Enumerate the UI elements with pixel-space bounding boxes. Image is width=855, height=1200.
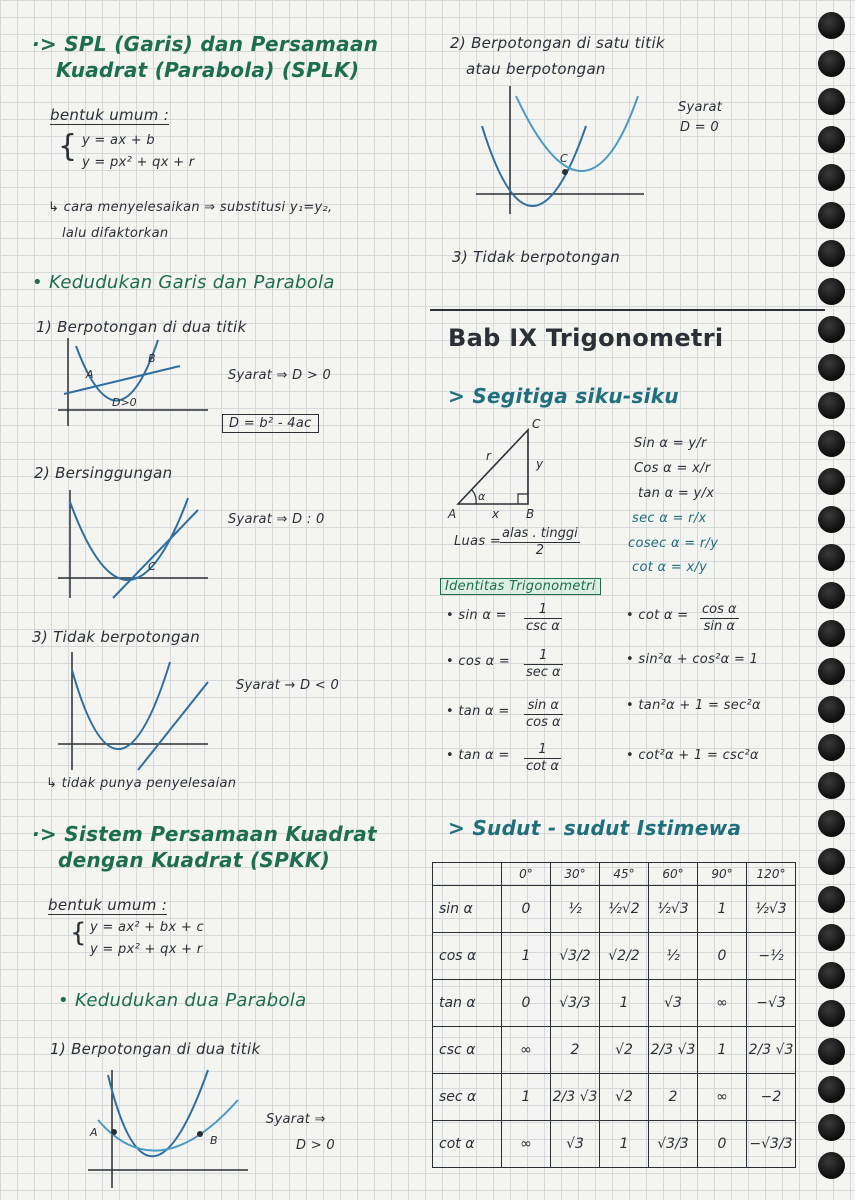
ratio-cos: Cos α = x/r: [634, 461, 711, 476]
spkk-title-line2: dengan Kuadrat (SPKK): [58, 848, 331, 872]
graph-line: [138, 682, 208, 770]
binding-hole: [818, 848, 845, 875]
numerator: cos α: [702, 602, 737, 617]
table-cell: −√3: [747, 980, 796, 1027]
binding-hole: [818, 1152, 845, 1179]
case1-condition: Syarat ⇒ D > 0: [228, 368, 332, 383]
vertex-a: A: [448, 507, 457, 521]
case3-title: 3) Tidak berpotongan: [32, 628, 201, 646]
ratio-sin: Sin α = y/r: [634, 436, 707, 451]
denominator: sin α: [703, 619, 735, 634]
table-row: [433, 980, 796, 1027]
graph-line: [64, 366, 180, 394]
ratio-cot: cot α = x/y: [632, 560, 708, 575]
side-x: x: [492, 507, 500, 521]
binding-hole: [818, 1000, 845, 1027]
graph-no-intersection: [58, 652, 218, 772]
table-row: [433, 1074, 796, 1121]
luas-denominator: 2: [535, 543, 545, 558]
special-angles-table: [432, 862, 796, 1168]
side-y: y: [536, 457, 544, 471]
table-cell: 2/3 √3: [551, 1074, 600, 1121]
binding-hole: [818, 240, 845, 267]
binding-hole: [818, 278, 845, 305]
table-cell: 1: [600, 1121, 649, 1168]
table-header-row: [433, 863, 796, 886]
binding-hole: [818, 50, 845, 77]
table-header-cell: 0°: [502, 863, 551, 886]
intersection-b: [197, 1131, 203, 1137]
cara-line1: ↳ cara menyelesaikan ⇒ substitusi y₁=y₂,: [48, 200, 333, 215]
graph-two-parabolas: [88, 1070, 258, 1190]
case3-condition: Syarat → D < 0: [236, 678, 340, 693]
table-cell: √2: [600, 1027, 649, 1074]
graph-tangent: [58, 490, 218, 600]
table-cell: 1: [600, 980, 649, 1027]
bentuk-umum-label: bentuk umum :: [50, 106, 170, 124]
table-row: [433, 1027, 796, 1074]
identity-tan-lhs: • tan α =: [446, 704, 510, 719]
identity-tan2-lhs: • tan α =: [446, 748, 510, 763]
table-cell: 2/3 √3: [747, 1027, 796, 1074]
label-a: A: [86, 368, 94, 381]
table-cell: ∞: [502, 1121, 551, 1168]
table-cell: √3/2: [551, 933, 600, 980]
table-row-label: sin α: [433, 886, 502, 933]
binding-hole: [818, 772, 845, 799]
table-cell: ∞: [502, 1027, 551, 1074]
table-row-label: tan α: [433, 980, 502, 1027]
right-triangle: [446, 416, 586, 526]
table-cell: 0: [698, 1121, 747, 1168]
case5-title-line1: 2) Berpotongan di satu titik: [450, 34, 665, 52]
bentuk-umum-label-2: bentuk umum :: [48, 896, 168, 914]
binding-hole: [818, 468, 845, 495]
binding-hole: [818, 544, 845, 571]
table-header-cell: [433, 863, 502, 886]
case5-title-line2: atau berpotongan: [466, 60, 606, 78]
identity-cot-lhs: • cot α =: [626, 608, 689, 623]
equation-parabola: y = px² + qx + r: [82, 155, 195, 170]
segitiga-title: > Segitiga siku-siku: [448, 384, 679, 408]
spkk-title-line1: ·> Sistem Persamaan Kuadrat: [32, 822, 377, 846]
section-divider: [430, 309, 825, 311]
angle-arc: [472, 490, 476, 504]
table-cell: 1: [698, 886, 747, 933]
table-cell: √2/2: [600, 933, 649, 980]
binding-hole: [818, 582, 845, 609]
binding-hole: [818, 126, 845, 153]
table-row-label: csc α: [433, 1027, 502, 1074]
table-cell: −√3/3: [747, 1121, 796, 1168]
table-cell: ∞: [698, 980, 747, 1027]
table-row: [433, 1121, 796, 1168]
table-cell: 2: [551, 1027, 600, 1074]
table-cell: −½: [747, 933, 796, 980]
numerator: 1: [524, 602, 562, 619]
binding-hole: [818, 962, 845, 989]
spl-title-line2: Kuadrat (Parabola) (SPLK): [56, 58, 360, 82]
binding-hole: [818, 164, 845, 191]
table-cell: 1: [502, 1074, 551, 1121]
binding-hole: [818, 316, 845, 343]
table-cell: √3: [551, 1121, 600, 1168]
graph-line: [113, 510, 198, 598]
table-cell: 0: [502, 980, 551, 1027]
identity-cos-fraction: [524, 648, 563, 681]
numerator: sin α: [524, 698, 563, 715]
identity-cos-lhs: • cos α =: [446, 654, 511, 669]
binding-hole: [818, 886, 845, 913]
case5-condition-value: D = 0: [680, 120, 719, 135]
spl-title-line1: ·> SPL (Garis) dan Persamaan: [32, 32, 379, 56]
sudut-istimewa-title: > Sudut - sudut Istimewa: [448, 816, 742, 840]
case4-condition: Syarat ⇒: [266, 1112, 326, 1127]
identitas-title: Identitas Trigonometri: [440, 578, 601, 595]
binding-hole: [818, 354, 845, 381]
binding-hole: [818, 392, 845, 419]
brace: {: [58, 129, 78, 164]
denominator: csc α: [526, 619, 560, 634]
equation-parabola-2: y = px² + qx + r: [90, 942, 203, 957]
intersection-a: [111, 1129, 117, 1135]
graph-two-intersections: [58, 338, 218, 428]
identity-sin-lhs: • sin α =: [446, 608, 507, 623]
numerator: 1: [524, 742, 561, 759]
label-d: D>0: [112, 396, 137, 409]
label-c: C: [148, 560, 156, 573]
case2-condition: Syarat ⇒ D : 0: [228, 512, 325, 527]
angle-alpha: α: [478, 490, 486, 503]
identity-pythagorean-2: • tan²α + 1 = sec²α: [626, 698, 761, 713]
binding-hole: [818, 1114, 845, 1141]
discriminant-formula: D = b² - 4ac: [222, 414, 319, 433]
kedudukan-parabola-title: • Kedudukan dua Parabola: [58, 990, 307, 1011]
table-cell: −2: [747, 1074, 796, 1121]
table-cell: ½√3: [747, 886, 796, 933]
identity-pythagorean-1: • sin²α + cos²α = 1: [626, 652, 759, 667]
side-r: r: [486, 449, 491, 463]
table-header-cell: 120°: [747, 863, 796, 886]
right-angle-mark: [518, 494, 528, 504]
label-b: B: [148, 352, 156, 365]
triangle-shape: [458, 430, 528, 504]
binding-hole: [818, 1076, 845, 1103]
brace-2: {: [70, 918, 87, 948]
luas-numerator: alas . tinggi: [502, 526, 578, 541]
binding-hole: [818, 810, 845, 837]
label-a: A: [90, 1126, 98, 1139]
bab-title: Bab IX Trigonometri: [448, 324, 724, 352]
table-header-cell: 30°: [551, 863, 600, 886]
table-header-cell: 60°: [649, 863, 698, 886]
table-header-cell: 45°: [600, 863, 649, 886]
case3-note: ↳ tidak punya penyelesaian: [46, 776, 237, 791]
table-row: [433, 886, 796, 933]
binding-hole: [818, 658, 845, 685]
vertex-b: B: [526, 507, 535, 521]
binding-hole: [818, 924, 845, 951]
identity-sin-fraction: [524, 602, 562, 635]
table-cell: 2: [649, 1074, 698, 1121]
table-cell: 0: [502, 886, 551, 933]
ratio-cosec: cosec α = r/y: [628, 536, 719, 551]
table-row: [433, 933, 796, 980]
vertex-c: C: [532, 417, 541, 431]
kedudukan-garis-title: • Kedudukan Garis dan Parabola: [32, 272, 335, 293]
table-cell: √3/3: [649, 1121, 698, 1168]
graph-parabola-2: [516, 96, 638, 171]
table-header-cell: 90°: [698, 863, 747, 886]
denominator: sec α: [526, 665, 561, 680]
table-cell: 2/3 √3: [649, 1027, 698, 1074]
case1-title: 1) Berpotongan di dua titik: [36, 318, 247, 336]
graph-parabola-1: [108, 1070, 208, 1156]
binding-hole: [818, 12, 845, 39]
binding-hole: [818, 696, 845, 723]
table-cell: 1: [502, 933, 551, 980]
table-cell: √3: [649, 980, 698, 1027]
binding-hole: [818, 620, 845, 647]
table-row-label: cos α: [433, 933, 502, 980]
table-cell: ½: [551, 886, 600, 933]
binding-hole: [818, 734, 845, 761]
graph-parabola: [72, 662, 170, 749]
case4-condition-value: D > 0: [296, 1138, 335, 1153]
table-cell: ∞: [698, 1074, 747, 1121]
cara-line2: lalu difaktorkan: [62, 226, 169, 241]
table-cell: √3/3: [551, 980, 600, 1027]
table-cell: ½√2: [600, 886, 649, 933]
case6-title: 3) Tidak berpotongan: [452, 248, 621, 266]
label-c: C: [560, 152, 568, 165]
table-cell: 1: [698, 1027, 747, 1074]
numerator: 1: [524, 648, 563, 665]
equation-parabola-1: y = ax² + bx + c: [90, 920, 204, 935]
ratio-sec: sec α = r/x: [632, 511, 707, 526]
label-b: B: [210, 1134, 218, 1147]
graph-one-intersection: [476, 86, 646, 216]
ratio-tan: tan α = y/x: [638, 486, 715, 501]
table-row-label: sec α: [433, 1074, 502, 1121]
identity-tan-fraction: [524, 698, 563, 731]
binding-hole: [818, 88, 845, 115]
binding-hole: [818, 202, 845, 229]
case5-condition: Syarat: [678, 100, 723, 115]
equation-line: y = ax + b: [82, 133, 155, 148]
table-cell: 0: [698, 933, 747, 980]
intersection-c: [562, 169, 568, 175]
denominator: cos α: [526, 715, 561, 730]
case2-title: 2) Bersinggungan: [34, 464, 173, 482]
denominator: cot α: [526, 759, 559, 774]
binding-hole: [818, 506, 845, 533]
identity-pythagorean-3: • cot²α + 1 = csc²α: [626, 748, 759, 763]
table-row-label: cot α: [433, 1121, 502, 1168]
identity-tan2-fraction: [524, 742, 561, 775]
table-cell: ½√3: [649, 886, 698, 933]
binding-hole: [818, 1038, 845, 1065]
identity-cot-fraction: [700, 602, 739, 635]
table-cell: √2: [600, 1074, 649, 1121]
luas-label: Luas =: [454, 534, 502, 549]
table-cell: ½: [649, 933, 698, 980]
binding-hole: [818, 430, 845, 457]
luas-fraction: [500, 526, 580, 559]
case4-title: 1) Berpotongan di dua titik: [50, 1040, 261, 1058]
